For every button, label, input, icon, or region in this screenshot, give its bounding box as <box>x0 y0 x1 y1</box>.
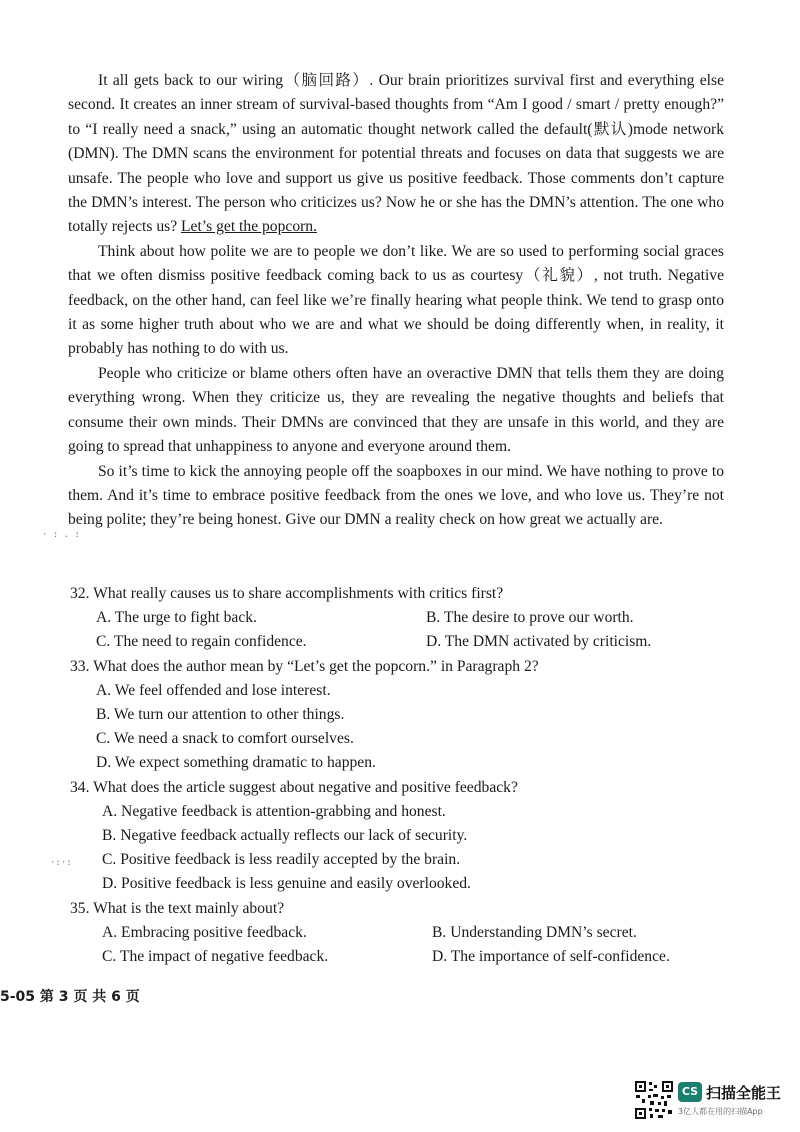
question-32-stem: 32. What really causes us to share accomplishments with critics first? <box>70 585 504 602</box>
question-33 <box>68 655 728 776</box>
paragraph-1-text: It all gets back to our wiring（脑回路）. Our brain prioritizes survival first and everything else second. It creates an inner stream of survival-based thoughts from “Am I good / smart / pretty enough?” to “I really need a snack,” using an automatic thought network called the default(默认)mode network (DMN). The DMN scans the environment for potential threats and focuses on data that suggests we are unsafe. The people who love and support us give us positive feedback. Those comments don’t capture the DMN’s interest. The person who criticizes us? Now he or she has the DMN’s attention. The one who totally rejects us? <box>68 72 724 236</box>
option-33-a: A. We feel offended and lose interest. <box>96 681 331 699</box>
option-34-d: D. Positive feedback is less genuine and easily overlooked. <box>102 875 471 893</box>
option-34-b: B. Negative feedback actually reflects our lack of security. <box>102 827 468 845</box>
page-footer: 5-05 第 3 页 共 6 页 <box>0 989 140 1005</box>
option-35-c: C. The impact of negative feedback. <box>102 948 329 966</box>
popcorn-phrase: Let’s get the popcorn. <box>181 218 318 236</box>
question-35 <box>68 897 728 970</box>
question-35-options <box>102 921 728 969</box>
question-list <box>68 582 728 969</box>
question-32 <box>68 582 728 655</box>
option-33-c: C. We need a snack to comfort ourselves. <box>96 730 354 748</box>
paragraph-1 <box>68 69 724 240</box>
option-34-c: C. Positive feedback is less readily accepted by the brain. <box>102 851 461 869</box>
option-35-b: B. Understanding DMN’s secret. <box>432 923 637 941</box>
option-33-b: B. We turn our attention to other things. <box>96 706 345 724</box>
question-33-options <box>96 679 728 776</box>
option-32-a: A. The urge to fight back. <box>96 609 257 627</box>
option-32-c: C. The need to regain confidence. <box>96 633 307 651</box>
question-33-stem: 33. What does the author mean by “Let’s get the popcorn.” in Paragraph 2? <box>70 657 539 675</box>
scanner-app-name: 扫描全能王 <box>706 1084 782 1102</box>
scan-speck: ·:·: <box>50 858 72 868</box>
question-34-stem: 34. What does the article suggest about negative and positive feedback? <box>70 778 518 796</box>
option-32-b: B. The desire to prove our worth. <box>426 609 634 627</box>
option-35-a: A. Embracing positive feedback. <box>102 923 307 941</box>
question-34 <box>68 776 728 897</box>
question-35-stem: 35. What is the text mainly about? <box>70 899 285 917</box>
option-32-d: D. The DMN activated by criticism. <box>426 633 652 651</box>
reading-passage <box>68 69 724 533</box>
cs-logo-icon: CS <box>678 1082 702 1102</box>
question-34-options <box>102 800 728 897</box>
option-35-d: D. The importance of self-confidence. <box>432 948 670 966</box>
qr-code-icon <box>634 1080 674 1120</box>
scan-speck: · : . : <box>42 530 80 540</box>
question-32-options <box>96 606 728 654</box>
scanner-watermark <box>634 1080 794 1120</box>
paragraph-2: Think about how polite we are to people we don’t like. We are so used to performing social graces that we often dismiss positive feedback coming back to us as courtesy（礼貌）, not truth. Negative feedback, on the other hand, can feel like we’re finally hearing what people think. We tend to grasp onto it as some higher truth about who we are and what we should be doing differently when, in reality, it probably has nothing to do with us. <box>68 242 724 358</box>
paragraph-4: So it’s time to kick the annoying people off the soapboxes in our mind. We have nothing to prove to them. And it’s time to embrace positive feedback from the ones we love, and who love us. They’re not being polite; they’re being honest. Give our DMN a reality check on how great we actually are. <box>68 462 724 529</box>
option-33-d: D. We expect something dramatic to happen. <box>96 754 376 772</box>
paragraph-3: People who criticize or blame others often have an overactive DMN that tells them they are doing everything wrong. When they criticize us, they are revealing the negative thoughts and beliefs that consume their own minds. Their DMNs are convinced that they are unsafe in this world, and they are going to spread that unhappiness to anyone and everyone around them. <box>68 364 724 456</box>
option-34-a: A. Negative feedback is attention-grabbing and honest. <box>102 802 446 820</box>
scanner-tagline: 3亿人都在用的扫描App <box>678 1107 763 1116</box>
